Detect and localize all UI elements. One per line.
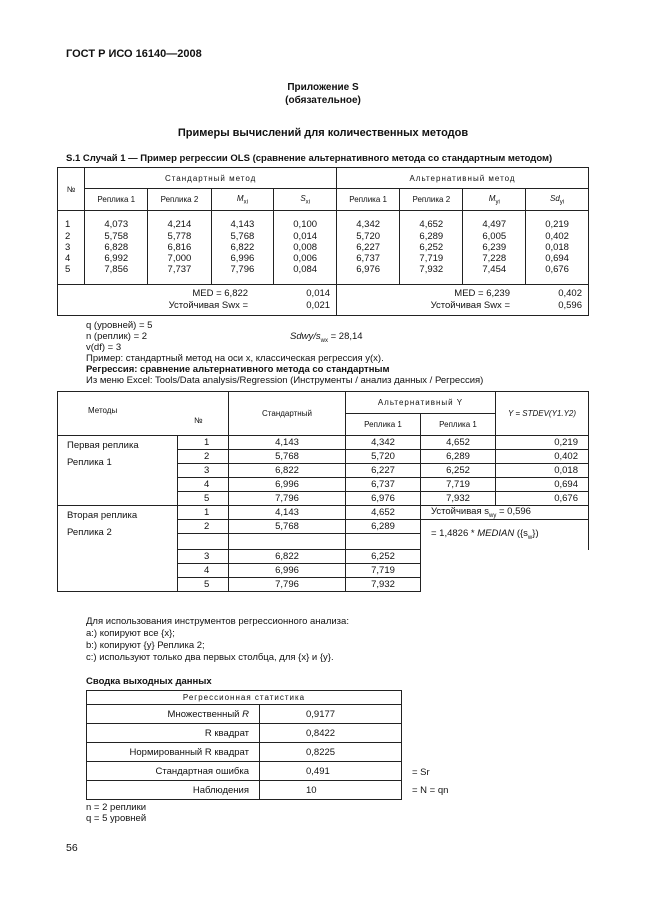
footer-n: n = 2 реплики: [86, 802, 147, 813]
sub-header: $Sd_{yi}$: [526, 189, 589, 211]
stat-label: Множественный R: [87, 705, 260, 724]
cell: 0,676: [496, 492, 589, 506]
data-column: 4,652 6,289 6,252 7,719 7,932: [400, 211, 463, 285]
stable-left-label: Устойчивая Swx =: [168, 300, 249, 311]
stat-value: 0,9177: [260, 705, 402, 724]
sub-header: Реплика 2: [400, 189, 463, 211]
footer-q: q = 5 уровней: [86, 813, 147, 824]
cell: 6,289: [346, 520, 421, 534]
summary-left: [58, 285, 337, 316]
cell: 4,143: [229, 436, 346, 450]
stat-value: 0,491: [260, 762, 402, 781]
stable-right-value: 0,596: [558, 300, 582, 311]
cell: 7,932: [421, 492, 496, 506]
param-q: q (уровней) = 5: [86, 320, 153, 331]
med-right-value: 0,402: [558, 288, 582, 299]
std-method-header: Стандартный метод: [85, 168, 337, 189]
alt-method-header: Альтернативный метод: [337, 168, 589, 189]
cell: 7,932: [346, 578, 421, 592]
stat-label: Нормированный R квадрат: [87, 743, 260, 762]
sub-header: Реплика 2: [148, 189, 211, 211]
sub-header: Реплика 1: [337, 189, 400, 211]
sub-header: $M_{yi}$: [463, 189, 526, 211]
cell: 7,719: [346, 564, 421, 578]
data-column: 4,143 5,768 6,822 6,996 7,796: [211, 211, 274, 285]
cell: 7,796: [229, 578, 346, 592]
median-formula: = 1,4826 * MEDIAN $(\{s_w\})$: [421, 520, 589, 550]
no-label: №: [194, 416, 203, 425]
first-replica-cell: Первая реплика Реплика 1: [58, 436, 178, 506]
cell: 3: [178, 550, 229, 564]
cell: 6,227: [346, 464, 421, 478]
cell: 6,996: [229, 564, 346, 578]
sub-header: Реплика 1: [85, 189, 148, 211]
cell: 6,822: [229, 550, 346, 564]
stat-label: Стандартная ошибка: [87, 762, 260, 781]
stat-label: Наблюдения: [87, 781, 260, 800]
cell: [178, 534, 229, 550]
rep2-header: Реплика 1: [421, 414, 496, 436]
ystdev-header: Y = STDEV(Y1.Y2): [496, 392, 589, 436]
cell: 5,768: [229, 450, 346, 464]
data-column: 0,100 0,014 0,008 0,006 0,084: [274, 211, 337, 285]
cell: 6,996: [229, 478, 346, 492]
sub-header: $S_{xi}$: [274, 189, 337, 211]
cell: [346, 534, 421, 550]
section-s1-title: S.1 Случай 1 — Пример регрессии OLS (сравнение альтернативного метода со стандартным методом): [66, 153, 553, 164]
cell: 5: [178, 578, 229, 592]
usage-b: b:) копируют {y} Реплика 2;: [86, 640, 205, 651]
cell: 6,252: [421, 464, 496, 478]
methods-label: Методы: [88, 406, 118, 415]
cell: 7,796: [229, 492, 346, 506]
summary-title: Сводка выходных данных: [86, 676, 212, 687]
param-ratio: Sdwy/$s_{wx} = 28,14$: [290, 331, 363, 344]
cell: 0,402: [496, 450, 589, 464]
cell: 3: [178, 464, 229, 478]
med-right-label: MED = 6,239: [454, 288, 510, 299]
excel-menu-text: Из меню Excel: Tools/Data analysis/Regression (Инструменты / анализ данных / Регрессия): [86, 375, 484, 386]
cell: 6,737: [346, 478, 421, 492]
note-n: = N = qn: [412, 785, 449, 796]
empty-cell: [421, 550, 589, 592]
cell: 0,694: [496, 478, 589, 492]
usage-c: c:) используют только два первых столбца, для {x} и {y}.: [86, 652, 334, 663]
cell: 4: [178, 478, 229, 492]
usage-intro: Для использования инструментов регрессионного анализа:: [86, 616, 349, 627]
annex-subtitle: (обязательное): [285, 95, 361, 106]
data-column: 4,497 6,005 6,239 7,228 7,454: [463, 211, 526, 285]
note-sr: = Sr: [412, 767, 430, 778]
document-header: ГОСТ Р ИСО 16140—2008: [66, 48, 202, 60]
row-numbers: 1 2 3 4 5: [58, 211, 85, 285]
table-regression-stats: [86, 690, 402, 800]
data-column: 4,214 5,778 6,816 7,000 7,737: [148, 211, 211, 285]
cell: 5: [178, 492, 229, 506]
col-no-header: №: [58, 168, 85, 211]
data-column: 4,073 5,758 6,828 6,992 7,856: [85, 211, 148, 285]
stat-value: 10: [260, 781, 402, 800]
cell: 4,652: [421, 436, 496, 450]
cell: 5,720: [346, 450, 421, 464]
stable-right-label: Устойчивая Swx =: [430, 300, 510, 311]
cell: 1: [178, 506, 229, 520]
med-left-value: 0,014: [306, 288, 331, 299]
cell: 2: [178, 520, 229, 534]
cell: 6,252: [346, 550, 421, 564]
standard-header: Стандартный: [229, 392, 346, 436]
sub-header: $M_{xi}$: [211, 189, 274, 211]
cell: 2: [178, 450, 229, 464]
stable-left-value: 0,021: [306, 300, 331, 311]
cell: 0,219: [496, 436, 589, 450]
param-n: n (реплик) = 2: [86, 331, 148, 342]
annex-title: Приложение S: [287, 82, 359, 93]
cell: 4: [178, 564, 229, 578]
regression-title: Регрессия: сравнение альтернативного метода со стандартным: [86, 364, 390, 375]
cell: 1: [178, 436, 229, 450]
alt-y-header: Альтернативный Y: [346, 392, 496, 414]
data-column: 4,342 5,720 6,227 6,737 6,976: [337, 211, 400, 285]
cell: 4,143: [229, 506, 346, 520]
cell: 6,289: [421, 450, 496, 464]
stat-label: R квадрат: [87, 724, 260, 743]
example-text: Пример: стандартный метод на оси x, классическая регрессия y(x).: [86, 353, 384, 364]
stat-value: 0,8225: [260, 743, 402, 762]
param-v: v(df) = 3: [86, 342, 122, 353]
rep1-header: Реплика 1: [346, 414, 421, 436]
stat-value: 0,8422: [260, 724, 402, 743]
cell: 6,822: [229, 464, 346, 478]
summary-right: [337, 285, 589, 316]
cell: [229, 534, 346, 550]
cell: 0,018: [496, 464, 589, 478]
cell: 5,768: [229, 520, 346, 534]
cell: 7,719: [421, 478, 496, 492]
main-title: Примеры вычислений для количественных методов: [177, 127, 469, 139]
page-number: 56: [66, 842, 78, 854]
table-regression: [57, 391, 589, 592]
cell: 4,652: [346, 506, 421, 520]
table-ols-data: [57, 167, 589, 316]
data-column: 0,219 0,402 0,018 0,694 0,676: [526, 211, 589, 285]
methods-header: [58, 392, 229, 436]
med-left-label: MED = 6,822: [192, 288, 249, 299]
second-replica-cell: Вторая реплика Реплика 2: [58, 506, 178, 592]
stable-swy: Устойчивая $s_{wy} = 0,596$: [421, 506, 589, 520]
cell: 6,976: [346, 492, 421, 506]
stats-header: Регрессионная статистика: [87, 691, 402, 705]
usage-a: a:) копируют все {x};: [86, 628, 175, 639]
cell: 4,342: [346, 436, 421, 450]
